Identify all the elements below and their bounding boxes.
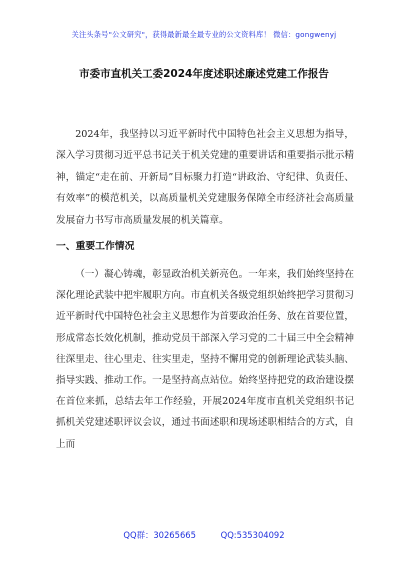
document-title: 市委市直机关工委2024年度述职述廉述党建工作报告 [79, 68, 329, 80]
section-heading: 一、重要工作情况 [56, 241, 135, 252]
section-paragraph: （一）凝心铸魂，彰显政治机关新亮色。一年来，我们始终坚持在深化理论武装中把牢履职方向。市直机关各级党组织始终把学习贯彻习近平新时代中国特色社会主义思想作为首要政治任务、放在首要位置，形成常态长效化机制，推动党员干部深入学习党的二十届三中全会精神往深里走、往心里走、往实里走，坚持不懈用党的创新理论武装头脑、指导实践、推动工作。一是坚持高点站位。始终坚持把党的政治建设摆在首位来抓，总结去年工作经验，开展2024年度市直机关党组织书记抓机关党建述职评议会议，通过书面述职和现场述职相结合的方式，自上而 [56, 269, 354, 450]
intro-paragraph: 2024年，我坚持以习近平新时代中国特色社会主义思想为指导，深入学习贯彻习近平总书记关于机关党建的重要讲话和重要指示批示精神，锚定“走在前、开新局”目标聚力打造“讲政治、守纪律、负责任、有效率”的模范机关，以高质量机关党建服务保障全市经济社会高质量发展奋力书写市高质量发展的机关篇章。 [56, 129, 354, 226]
qq-text: QQ:535304092 [220, 530, 285, 540]
section-body [56, 264, 354, 455]
qq-group-text: QQ群：30265665 [123, 530, 196, 540]
intro-paragraph-block [56, 124, 354, 231]
footer-contact [0, 529, 408, 541]
header-banner: 关注头条号"公文研究"，获得最新最全最专业的公文资料库！ 微信：gongwenyj [71, 30, 337, 39]
